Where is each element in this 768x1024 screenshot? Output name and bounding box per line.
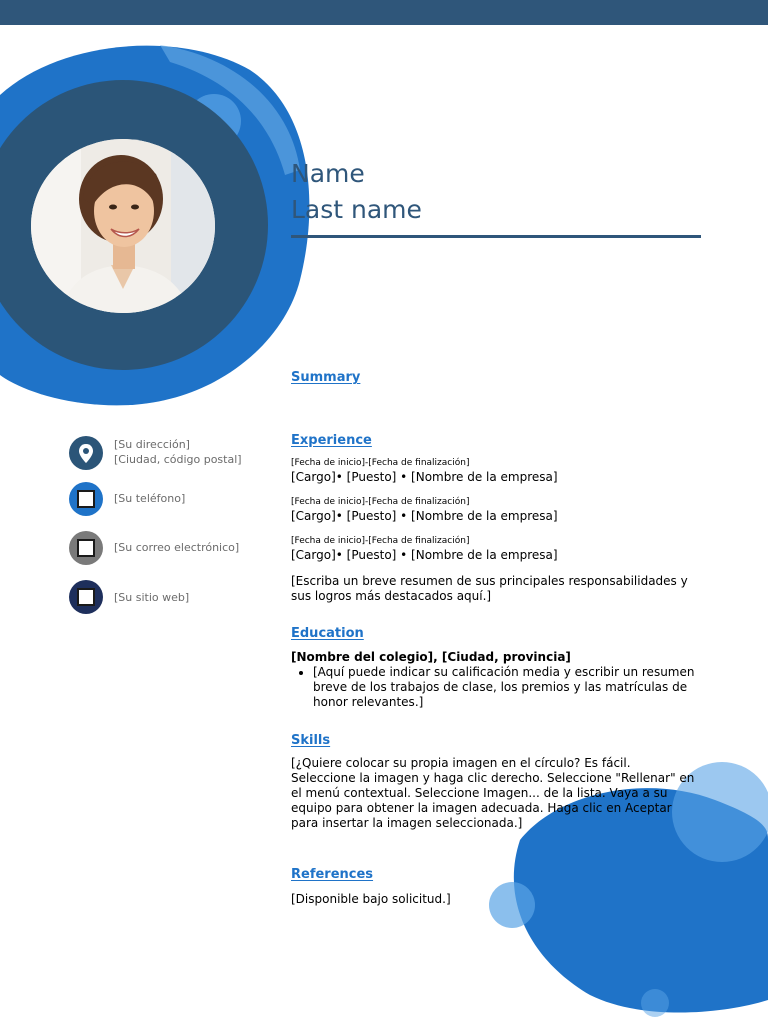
website-icon: [69, 580, 103, 614]
bubble-bottom: [641, 989, 669, 1017]
skills-text: [¿Quiere colocar su propia imagen en el círculo? Es fácil. Seleccione la imagen y haga clic derecho. Seleccione "Rellenar" en el menú contextual. Seleccione Imagen... de la lista. Vaya a su equipo para obtener la imagen adecuada. Haga clic en Aceptar para insertar la imagen seleccionada.]: [291, 756, 695, 830]
name-block: [291, 156, 422, 228]
education-bullet: • [Aquí puede indicar su calificación media y escribir un resumen breve de los trabajos de clase, los premios y las matrículas de honor relevantes.]: [313, 665, 696, 710]
phone-icon: [69, 482, 103, 516]
education-school: [Nombre del colegio], [Ciudad, provincia]: [291, 650, 571, 664]
portrait-illustration: [31, 139, 215, 313]
contact-phone: [Su teléfono]: [114, 492, 186, 505]
profile-photo: [31, 139, 215, 313]
phone-icon-glyph: [77, 490, 95, 508]
skills-title: Skills: [291, 733, 331, 748]
bubble-bottom-left: [489, 882, 535, 928]
summary-title: Summary: [291, 370, 361, 385]
experience-position: [Cargo]• [Puesto] • [Nombre de la empresa]: [291, 548, 558, 562]
first-name: Name: [291, 159, 365, 188]
experience-dates: [Fecha de inicio]-[Fecha de finalización]: [291, 536, 470, 546]
address-line: [Su dirección]: [114, 438, 190, 451]
experience-description: [Escriba un breve resumen de sus principales responsabilidades y sus logros más destacados aquí.]: [291, 574, 688, 603]
experience-position: [Cargo]• [Puesto] • [Nombre de la empresa]: [291, 509, 558, 523]
experience-entry: [291, 457, 558, 485]
experience-dates: [Fecha de inicio]-[Fecha de finalización]: [291, 458, 470, 468]
name-underline-rule: [291, 235, 701, 238]
experience-position: [Cargo]• [Puesto] • [Nombre de la empresa]: [291, 470, 558, 484]
location-pin-icon: [69, 436, 103, 470]
contact-email: [Su correo electrónico]: [114, 541, 240, 554]
experience-entry: [291, 496, 558, 524]
contact-address: [114, 437, 242, 467]
email-icon-glyph: [77, 539, 95, 557]
website-icon-glyph: [77, 588, 95, 606]
contact-website: [Su sitio web]: [114, 591, 190, 604]
email-icon: [69, 531, 103, 565]
city-postal-line: [Ciudad, código postal]: [114, 453, 242, 466]
experience-entry: [291, 535, 558, 563]
references-text: [Disponible bajo solicitud.]: [291, 892, 451, 906]
experience-title: Experience: [291, 433, 372, 448]
education-details: [291, 665, 696, 710]
references-title: References: [291, 867, 374, 882]
experience-dates: [Fecha de inicio]-[Fecha de finalización]: [291, 497, 470, 507]
last-name: Last name: [291, 195, 422, 224]
education-title: Education: [291, 626, 364, 641]
